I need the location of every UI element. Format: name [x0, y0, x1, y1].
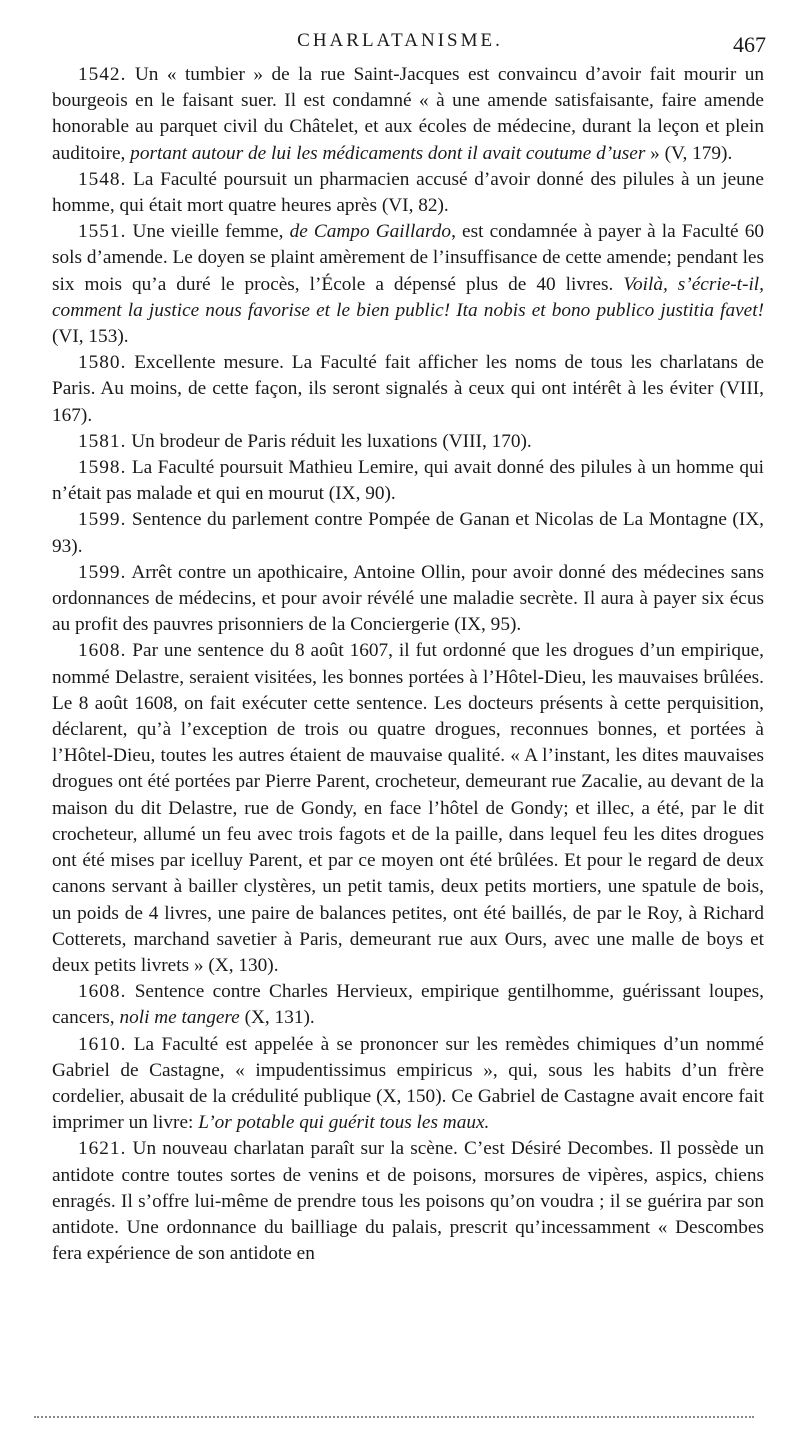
- entry-text: Un « tumbier » de la rue Saint-Jacques est convaincu d’avoir fait mourir un bourgeois en le faisant suer. Il est condamné « à une amende satisfaisante, faire amende honorable au parquet civil du Châtelet, et aux écoles de médecine, durant la leçon et plein auditoire,: [52, 64, 764, 164]
- entry-italic-text: Voilà, s’écrie-t-il, comment la justice nous favorise et le bien public! Ita nobis et bono publico justitia favet!: [52, 273, 764, 321]
- entry-text: La Faculté poursuit Mathieu Lemire, qui avait donné des pilules à un homme qui n’était pas malade et qui en mourut (IX, 90).: [52, 457, 764, 505]
- entry-text: Un brodeur de Paris réduit les luxations (VIII, 170).: [131, 430, 532, 452]
- footer-dotted-rule: [34, 1416, 754, 1426]
- entry-paragraph: [52, 1136, 764, 1267]
- running-head: [0, 30, 800, 60]
- entry-year: 1599.: [78, 509, 127, 531]
- entry-text: La Faculté poursuit un pharmacien accusé d’avoir donné des pilules à un jeune homme, qui était mort quatre heures après (VI, 82).: [52, 168, 764, 217]
- entry-text: » (V, 179).: [645, 142, 733, 164]
- entry-year: 1581.: [78, 430, 127, 452]
- entry-italic-text: portant autour de lui les médicaments dont il avait coutume d’user: [130, 142, 646, 164]
- entry-italic-text: noli me tangere: [119, 1007, 240, 1029]
- entry-year: 1598.: [78, 457, 127, 479]
- entry-text: Sentence contre Charles Hervieux, empirique gentilhomme, guérissant loupes, cancers,: [52, 981, 764, 1029]
- entry-paragraph: [52, 507, 764, 559]
- entry-paragraph: [52, 560, 764, 639]
- entry-text: Une vieille femme,: [132, 221, 290, 243]
- page-number: 467: [733, 32, 766, 57]
- entry-year: 1551.: [78, 221, 127, 243]
- entry-paragraph: [52, 429, 764, 455]
- entry-text: Un nouveau charlatan paraît sur la scène. C’est Désiré Decombes. Il possède un antidote contre toutes sortes de venins et de poisons, morsures de vipères, aspics, chiens enragés. Il s’offre lui-même de prendre tous les poisons qu’on voudra ; il se guérira par son antidote. Une ordonnance du bailliage du palais, prescrit qu’incessamment « Descombes fera expérience de son antidote en: [52, 1138, 764, 1265]
- entry-year: 1580.: [78, 352, 127, 374]
- running-head-title: CHARLATANISME.: [297, 30, 503, 51]
- entry-paragraph: [52, 62, 764, 167]
- text-body: [52, 62, 764, 1267]
- entry-year: 1608.: [78, 640, 127, 662]
- entry-italic-text: L’or potable qui guérit tous les maux.: [198, 1112, 490, 1134]
- entry-year: 1548.: [78, 168, 127, 190]
- entry-year: 1599.: [78, 561, 127, 583]
- entry-paragraph: [52, 167, 764, 219]
- entry-paragraph: [52, 350, 764, 429]
- entry-paragraph: [52, 1032, 764, 1137]
- entry-year: 1542.: [78, 64, 127, 85]
- entry-paragraph: [52, 638, 764, 979]
- entry-text: Par une sentence du 8 août 1607, il fut ordonné que les drogues d’un empirique, nommé Delastre, seraient visitées, les bonnes portées à l’Hôtel-Dieu, les mauvaises brûlées. Le 8 août 1608, on fait exécuter cette sentence. Les docteurs présents à cette perquisition, déclarent, qu’à l’exception de trois ou quatre drogues, reconnues bonnes, et portées à l’Hôtel-Dieu, toutes les autres étaient de mauvaise qualité. « A l’instant, les dites mauvaises drogues ont été portées par Pierre Parent, crocheteur, demeurant rue Zacalie, au devant de la maison du dit Delastre, rue de Gondy, en face l’hôtel de Gondy; et illec, a été, par le dit crocheteur, allumé un feu avec trois fagots et de la paille, dans lequel feu les dites drogues ont été mises par icelluy Parent, et par ce moyen ont été brûlées. Et pour le regard de deux canons servant à bailler clystères, un petit tamis, deux petits mortiers, une spatule de bois, un poids de 4 livres, une paire de balances petites, ont été baillés, de par le Roy, à Richard Cotterets, marchand savetier à Paris, demeurant rue aux Ours, avec une malle de boys et deux petits livrets » (X, 130).: [52, 640, 764, 976]
- entry-paragraph: [52, 979, 764, 1031]
- entry-text: (VI, 153).: [52, 326, 129, 348]
- entry-text: Sentence du parlement contre Pompée de Ganan et Nicolas de La Montagne (IX, 93).: [52, 509, 765, 557]
- entry-text: La Faculté est appelée à se prononcer sur les remèdes chimiques d’un nommé Gabriel de Castagne, « impudentissimus empiricus », qui, sous les habits d’un frère cordelier, abusait de la crédulité publique (X, 150). Ce Gabriel de Castagne avait encore fait imprimer un livre:: [52, 1033, 764, 1134]
- entry-year: 1621.: [78, 1138, 127, 1160]
- entry-text: Arrêt contre un apothicaire, Antoine Ollin, pour avoir donné des médecines sans ordonnances de médecins, et pour avoir révélé une maladie secrète. Il aura à payer six écus au profit des pauvres prisonniers de la Conciergerie (IX, 95).: [52, 561, 764, 636]
- entry-year: 1610.: [78, 1033, 127, 1055]
- entry-text: (X, 131).: [239, 1007, 315, 1029]
- entry-paragraph: [52, 219, 764, 350]
- entry-italic-text: de Campo Gaillardo: [289, 221, 452, 243]
- entry-paragraph: [52, 455, 764, 507]
- entry-text: , est condamnée à payer à la Faculté 60 sols d’amende. Le doyen se plaint amèrement de l’insuffisance de cette amende; pendant les six mois qu’a duré le procès, l’École a dépensé plus de 40 livres.: [52, 221, 764, 295]
- entry-year: 1608.: [78, 981, 127, 1003]
- entry-text: Excellente mesure. La Faculté fait afficher les noms de tous les charlatans de Paris. Au moins, de cette façon, ils seront signalés à ceux qui ont intérêt à les éviter (VIII, 167).: [52, 352, 764, 426]
